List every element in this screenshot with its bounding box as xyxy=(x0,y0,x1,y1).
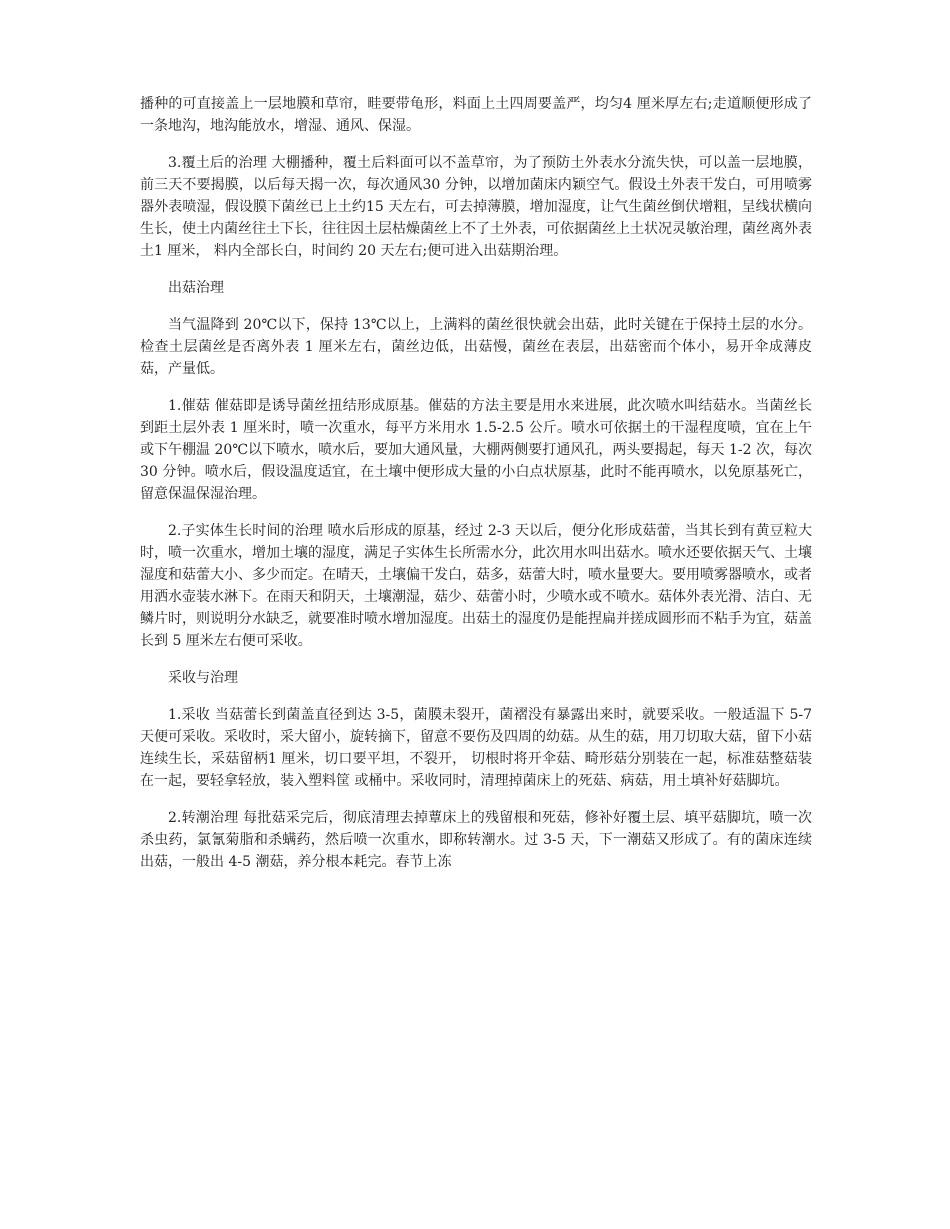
document-page xyxy=(140,93,812,888)
paragraph-fruiting-temperature: 当气温降到 20℃以下，保持 13℃以上，上满料的菌丝很快就会出菇，此时关键在于保持土层的水分。检查土层菌丝是否离外表 1 厘米左右，菌丝边低，出菇慢，菌丝在表层，出菇密而个体小，易开伞成薄皮菇，产量低。 xyxy=(140,317,812,377)
paragraph-post-casing-management: 3.覆土后的治理 大棚播种，覆土后料面可以不盖草帘，为了预防土外表水分流失快，可以盖一层地膜，前三天不要揭膜，以后每天揭一次，每次通风30 分钟，以增加菌床内颖空气。假设土外表干发白，可用喷雾器外表喷湿，假设膜下菌丝已上土约15 天左右，可去掉薄膜，增加湿度，让气生菌丝倒伏增粗，呈线状横向生长，使土内菌丝往土下长，往往因土层枯燥菌丝上不了土外表，可依据菌丝上土状况灵敏治理，菌丝离外表土1 厘米， 料内全部长白，时间约 20 天左右;便可进入出菇期治理。 xyxy=(140,155,812,259)
paragraph-sowing-cover: 播种的可直接盖上一层地膜和草帘，畦要带龟形，料面上土四周要盖严，均匀4 厘米厚左右;走道顺便形成了一条地沟，地沟能放水，增湿、通风、保湿。 xyxy=(140,96,812,134)
paragraph-fruitbody-growth: 2.子实体生长时间的治理 喷水后形成的原基，经过 2-3 天以后，便分化形成菇蕾，当其长到有黄豆粒大时，喷一次重水，增加土壤的湿度，满足子实体生长所需水分，此次用水叫出菇水。喷水还要依据天气、土壤湿度和菇蕾大小、多少而定。在晴天，土壤偏干发白，菇多，菇蕾大时，喷水量要大。要用喷雾器喷水，或者用洒水壶装水淋下。在雨天和阴天，土壤潮湿，菇少、菇蕾小时，少喷水或不喷水。菇体外表光滑、洁白、无鳞片时，则说明分水缺乏，就要准时喷水增加湿度。出菇土的湿度仍是能捏扁并搓成圆形而不粘手为宜，菇盖长到 5 厘米左右便可采收。 xyxy=(140,523,812,649)
section-heading-fruiting-management: 出菇治理 xyxy=(168,280,224,296)
paragraph-flush-transition: 2.转潮治理 每批菇采完后，彻底清理去掉蕈床上的残留根和死菇，修补好覆土层、填平菇脚坑，喷一次杀虫药，氯氰菊脂和杀螨药，然后喷一次重水，即称转潮水。过 3-5 天，下一潮菇又形成了。有的菌床连续出菇，一般出 4-5 潮菇，养分根本耗完。春节上冻 xyxy=(140,810,812,870)
paragraph-pinning: 1.催菇 催菇即是诱导菌丝扭结形成原基。催菇的方法主要是用水来进展，此次喷水叫结菇水。当菌丝长到距土层外表 1 厘米时，喷一次重水，每平方米用水 1.5-2.5 公斤。喷水可依据土的干湿程度喷，宜在上午或下午棚温 20℃以下喷水，喷水后，要加大通风量，大棚两侧要打通风孔，两头要揭起，每天 1-2 次，每次 30 分钟。喷水后，假设温度适宜，在土壤中便形成大量的小白点状原基，此时不能再喷水，以免原基死亡，留意保温保湿治理。 xyxy=(140,398,812,502)
paragraph-harvesting: 1.采收 当菇蕾长到菌盖直径到达 3-5，菌膜未裂开，菌褶没有暴露出来时，就要采收。一般适温下 5-7 天便可采收。采收时，采大留小，旋转摘下，留意不要伤及四周的幼菇。从生的菇，用刀切取大菇，留下小菇连续生长，采菇留柄1 厘米，切口要平坦，不裂开， 切根时将开伞菇、畸形菇分别装在一起，标准菇整菇装在一起，要轻拿轻放，装入塑料筐 或桶中。采收同时，清理掉菌床上的死菇、病菇，用土填补好菇脚坑。 xyxy=(140,707,812,789)
section-heading-harvest-management: 采收与治理 xyxy=(168,670,238,686)
